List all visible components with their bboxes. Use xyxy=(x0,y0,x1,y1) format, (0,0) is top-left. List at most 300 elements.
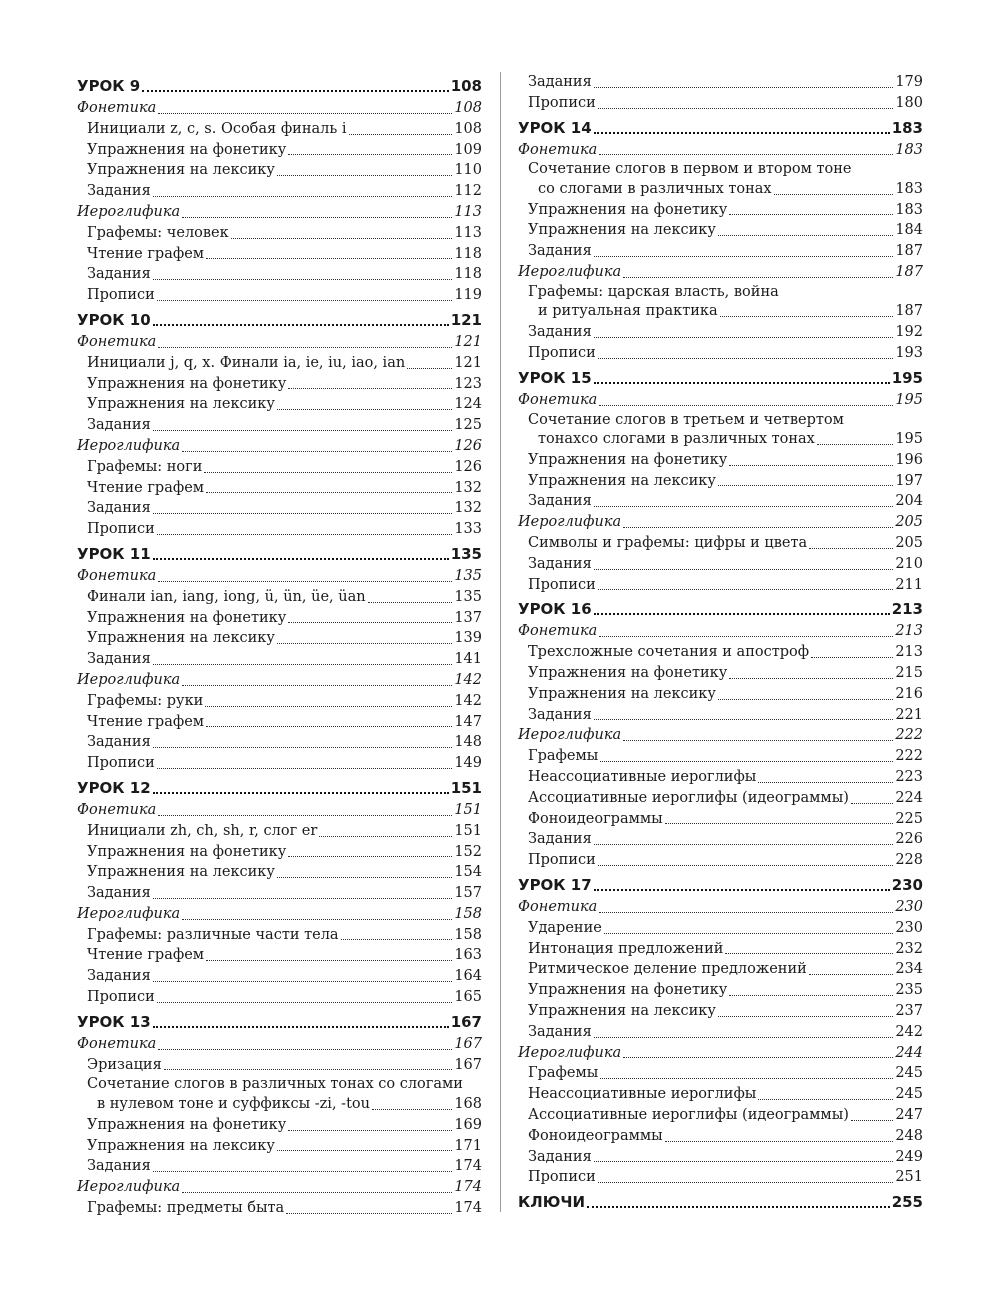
toc-item-entry-title: Задания xyxy=(87,968,151,985)
dot-leader xyxy=(277,877,452,878)
dot-leader xyxy=(851,1120,893,1121)
toc-section-entry-title: Фонетика xyxy=(77,1035,157,1052)
toc-section-entry[interactable] xyxy=(77,904,482,925)
toc-item-entry[interactable] xyxy=(518,829,923,850)
dot-leader xyxy=(758,782,893,783)
toc-item-entry-title: Прописи xyxy=(87,521,155,538)
toc-item-entry[interactable] xyxy=(77,987,482,1008)
toc-section-entry-title: Иероглифика xyxy=(77,203,181,220)
toc-item-entry-continuation-page-number: 183 xyxy=(895,180,923,197)
toc-item-entry-page-number: 224 xyxy=(895,789,923,806)
toc-item-entry[interactable] xyxy=(77,374,482,395)
toc-item-entry[interactable] xyxy=(518,1167,923,1188)
toc-item-entry[interactable] xyxy=(518,200,923,221)
toc-lesson-entry[interactable] xyxy=(518,873,923,897)
toc-lesson-entry-title: КЛЮЧИ xyxy=(518,1193,586,1212)
toc-item-entry[interactable] xyxy=(77,842,482,863)
toc-item-entry-title: Фоноидеограммы xyxy=(528,810,663,827)
toc-item-entry[interactable] xyxy=(518,642,923,663)
toc-item-entry-title: Графемы xyxy=(528,748,599,765)
toc-item-entry[interactable] xyxy=(77,181,482,202)
toc-item-entry-title: Инициали z, c, s. Особая финаль i xyxy=(87,120,347,137)
toc-item-entry-page-number: 169 xyxy=(454,1116,482,1133)
toc-item-entry-continuation-title: со слогами в различных тонах xyxy=(538,180,772,197)
toc-item-entry-page-number: 249 xyxy=(895,1148,923,1165)
toc-item-entry[interactable] xyxy=(518,450,923,471)
toc-item-entry[interactable] xyxy=(77,1075,482,1114)
dot-leader xyxy=(729,465,893,466)
dot-leader xyxy=(817,444,893,445)
toc-item-entry[interactable] xyxy=(518,1022,923,1043)
toc-item-entry-title: Графемы xyxy=(528,1065,599,1082)
toc-lesson-entry[interactable] xyxy=(77,74,482,98)
toc-item-entry-title: Упражнения на фонетику xyxy=(87,843,287,860)
toc-item-entry-title: Прописи xyxy=(528,576,596,593)
toc-item-entry-page-number: 210 xyxy=(895,555,923,572)
dot-leader xyxy=(288,1130,452,1131)
toc-item-entry-page-number: 196 xyxy=(895,451,923,468)
toc-item-entry-page-number: 118 xyxy=(454,245,482,262)
toc-item-entry[interactable] xyxy=(77,608,482,629)
toc-item-entry[interactable] xyxy=(77,119,482,140)
dot-leader xyxy=(153,898,453,899)
toc-item-entry[interactable] xyxy=(518,554,923,575)
toc-section-entry-title: Фонетика xyxy=(518,623,598,640)
toc-item-entry-title: Упражнения на лексику xyxy=(87,396,275,413)
toc-section-entry-title: Иероглифика xyxy=(77,437,181,454)
toc-item-entry[interactable] xyxy=(77,628,482,649)
toc-item-entry[interactable] xyxy=(77,353,482,374)
toc-item-entry[interactable] xyxy=(518,491,923,512)
toc-item-entry-continuation[interactable] xyxy=(528,179,923,200)
dot-leader xyxy=(206,960,452,961)
toc-item-entry[interactable] xyxy=(77,925,482,946)
toc-item-entry[interactable] xyxy=(518,939,923,960)
dot-leader xyxy=(182,919,452,920)
toc-item-entry[interactable] xyxy=(77,1115,482,1136)
toc-lesson-entry-title: УРОК 15 xyxy=(518,368,592,387)
toc-item-entry-title: Графемы: ноги xyxy=(87,458,203,475)
toc-item-entry-title: Прописи xyxy=(87,287,155,304)
toc-item-entry-page-number: 183 xyxy=(895,201,923,218)
dot-leader xyxy=(341,939,453,940)
toc-section-entry[interactable] xyxy=(77,566,482,587)
toc-item-entry[interactable] xyxy=(77,498,482,519)
toc-item-entry[interactable] xyxy=(77,140,482,161)
toc-item-entry[interactable] xyxy=(518,1126,923,1147)
toc-item-entry-title: Задания xyxy=(528,831,592,848)
toc-item-entry-title: Чтение графем xyxy=(87,479,205,496)
toc-item-entry[interactable] xyxy=(77,732,482,753)
toc-item-entry-title: Эризация xyxy=(87,1056,162,1073)
toc-item-entry-title: Задания xyxy=(528,555,592,572)
toc-item-entry[interactable] xyxy=(77,264,482,285)
toc-item-entry[interactable] xyxy=(77,160,482,181)
toc-section-entry-title: Иероглифика xyxy=(518,1044,622,1061)
toc-lesson-entry[interactable] xyxy=(518,366,923,390)
dot-leader xyxy=(598,865,894,866)
toc-item-entry-title: Упражнения на фонетику xyxy=(87,375,287,392)
toc-item-entry[interactable] xyxy=(518,980,923,1001)
toc-item-entry-title: Инициали j, q, x. Финали ia, ie, iu, iao, ian xyxy=(87,354,406,371)
toc-section-entry-page-number: 187 xyxy=(895,264,923,281)
toc-item-entry-page-number: 135 xyxy=(454,588,482,605)
toc-item-entry-title: Неассоциативные иероглифы xyxy=(528,769,757,786)
toc-section-entry[interactable] xyxy=(77,800,482,821)
toc-section-entry[interactable] xyxy=(518,262,923,283)
toc-section-entry[interactable] xyxy=(77,1177,482,1198)
toc-item-entry[interactable] xyxy=(77,285,482,306)
toc-section-entry-page-number: 108 xyxy=(454,100,482,116)
toc-item-entry-title-line: Сочетание слогов в третьем и четвертом xyxy=(528,411,844,428)
toc-item-entry-page-number: 251 xyxy=(895,1169,923,1186)
toc-item-entry[interactable] xyxy=(77,966,482,987)
dot-leader xyxy=(718,699,893,700)
toc-item-entry-title: Упражнения на лексику xyxy=(528,685,716,702)
dot-leader xyxy=(407,368,452,369)
dot-leader xyxy=(623,1057,893,1058)
toc-item-entry[interactable] xyxy=(518,746,923,767)
dot-leader xyxy=(153,196,453,197)
toc-item-entry[interactable] xyxy=(77,753,482,774)
toc-section-entry-page-number: 126 xyxy=(454,437,482,454)
toc-item-entry-page-number: 137 xyxy=(454,609,482,626)
toc-item-entry-page-number: 124 xyxy=(454,396,482,413)
dot-leader xyxy=(600,1078,893,1079)
toc-item-entry[interactable] xyxy=(518,160,923,199)
toc-item-entry[interactable] xyxy=(518,283,923,322)
toc-item-entry-title: Упражнения на лексику xyxy=(87,162,275,179)
toc-item-entry-continuation-page-number: 168 xyxy=(454,1095,482,1112)
toc-item-entry[interactable] xyxy=(77,945,482,966)
toc-item-entry-title: Прописи xyxy=(528,94,596,111)
toc-item-entry-page-number: 223 xyxy=(895,769,923,786)
toc-item-entry[interactable] xyxy=(518,809,923,830)
toc-lesson-entry-page-number: 121 xyxy=(450,310,482,329)
toc-item-entry-title: Прописи xyxy=(528,344,596,361)
toc-section-entry-page-number: 142 xyxy=(454,671,482,688)
toc-item-entry-continuation-title: тонахсо слогами в различных тонах xyxy=(538,431,815,448)
toc-item-entry-page-number: 164 xyxy=(454,968,482,985)
dot-leader xyxy=(623,527,893,528)
toc-item-entry[interactable] xyxy=(518,918,923,939)
toc-item-entry-continuation[interactable] xyxy=(87,1094,482,1115)
toc-item-entry[interactable] xyxy=(77,1055,482,1076)
toc-item-entry-page-number: 226 xyxy=(895,831,923,848)
toc-item-entry-title: Ассоциативные иероглифы (идеограммы) xyxy=(528,1106,849,1123)
dot-leader xyxy=(182,685,452,686)
toc-item-entry-page-number: 180 xyxy=(895,94,923,111)
toc-lesson-entry-page-number: 255 xyxy=(891,1193,923,1212)
dot-leader xyxy=(288,154,452,155)
toc-section-entry[interactable] xyxy=(518,1043,923,1064)
dot-leader xyxy=(598,358,894,359)
toc-section-entry-title: Фонетика xyxy=(518,899,598,915)
toc-section-entry-page-number: 244 xyxy=(895,1044,923,1061)
toc-section-entry-page-number: 167 xyxy=(454,1035,482,1052)
toc-section-entry-page-number: 151 xyxy=(454,801,482,818)
toc-item-entry-continuation-title: в нулевом тоне и суффиксы -zi, -tou xyxy=(97,1095,370,1112)
toc-item-entry[interactable] xyxy=(77,1198,482,1219)
dot-leader xyxy=(153,1171,453,1172)
toc-item-entry[interactable] xyxy=(77,821,482,842)
toc-section-entry[interactable] xyxy=(77,98,482,119)
toc-item-entry-title: Упражнения на фонетику xyxy=(528,451,728,468)
toc-section-entry[interactable] xyxy=(77,332,482,353)
toc-item-entry[interactable] xyxy=(77,457,482,478)
dot-leader xyxy=(729,214,893,215)
toc-item-entry-title: Графемы: предметы быта xyxy=(87,1199,285,1216)
toc-item-entry[interactable] xyxy=(518,684,923,705)
toc-item-entry-page-number: 142 xyxy=(454,692,482,709)
toc-item-entry-title: Ритмическое деление предложений xyxy=(528,961,807,978)
dot-leader xyxy=(277,175,452,176)
toc-lesson-entry-page-number: 195 xyxy=(891,368,923,387)
dot-leader xyxy=(157,768,453,769)
toc-item-entry-page-number: 192 xyxy=(895,324,923,341)
toc-lesson-entry[interactable] xyxy=(77,308,482,332)
dot-leader xyxy=(182,1192,452,1193)
toc-lesson-entry[interactable] xyxy=(77,776,482,800)
toc-lesson-entry[interactable] xyxy=(77,1010,482,1034)
toc-item-entry-page-number: 222 xyxy=(895,748,923,765)
toc-lesson-entry-page-number: 167 xyxy=(450,1012,482,1031)
toc-item-entry-page-number: 225 xyxy=(895,810,923,827)
toc-item-entry-page-number: 132 xyxy=(454,500,482,517)
toc-item-entry[interactable] xyxy=(77,649,482,670)
toc-item-entry-page-number: 184 xyxy=(895,222,923,239)
toc-section-entry[interactable] xyxy=(77,670,482,691)
toc-item-entry[interactable] xyxy=(77,1156,482,1177)
toc-item-entry-title: Ассоциативные иероглифы (идеограммы) xyxy=(528,789,849,806)
toc-section-entry-page-number: 135 xyxy=(454,567,482,584)
toc-item-entry-page-number: 139 xyxy=(454,630,482,647)
toc-item-entry-title: Задания xyxy=(528,243,592,260)
toc-item-entry[interactable] xyxy=(77,394,482,415)
toc-item-entry-page-number: 230 xyxy=(895,919,923,936)
toc-item-entry-page-number: 141 xyxy=(454,651,482,668)
dot-leader xyxy=(277,643,452,644)
toc-item-entry-page-number: 237 xyxy=(895,1002,923,1019)
toc-item-entry[interactable] xyxy=(77,223,482,244)
dot-leader xyxy=(231,238,453,239)
toc-item-entry[interactable] xyxy=(518,1084,923,1105)
toc-item-entry[interactable] xyxy=(518,1105,923,1126)
toc-item-entry-page-number: 211 xyxy=(895,576,923,593)
toc-section-entry-title: Иероглифика xyxy=(77,671,181,688)
dot-leader xyxy=(851,803,893,804)
toc-lesson-entry[interactable] xyxy=(518,597,923,621)
dot-leader xyxy=(372,1109,452,1110)
toc-item-entry[interactable] xyxy=(518,663,923,684)
toc-item-entry-page-number: 132 xyxy=(454,479,482,496)
toc-item-entry[interactable] xyxy=(518,1147,923,1168)
dot-leader xyxy=(594,569,894,570)
toc-item-entry[interactable] xyxy=(77,478,482,499)
dot-leader xyxy=(206,258,452,259)
toc-lesson-entry-page-number: 135 xyxy=(450,544,482,563)
toc-section-entry[interactable] xyxy=(518,621,923,642)
toc-item-entry[interactable] xyxy=(518,93,923,114)
dot-leader xyxy=(158,815,452,816)
dot-leader xyxy=(277,409,452,410)
toc-section-entry-title: Фонетика xyxy=(77,801,157,818)
toc-item-entry-page-number: 147 xyxy=(454,713,482,730)
toc-item-entry[interactable] xyxy=(518,959,923,980)
toc-item-entry[interactable] xyxy=(518,1063,923,1084)
toc-item-entry-page-number: 108 xyxy=(454,120,482,137)
dot-leader xyxy=(725,953,893,954)
toc-section-entry-page-number: 113 xyxy=(454,203,482,220)
toc-section-entry-title: Фонетика xyxy=(77,567,157,584)
dot-leader xyxy=(598,589,894,590)
toc-item-entry-continuation[interactable] xyxy=(528,301,923,322)
toc-item-entry-page-number: 158 xyxy=(454,926,482,943)
toc-item-entry-title-line: Сочетание слогов в первом и втором тоне xyxy=(528,161,852,178)
dot-leader xyxy=(718,235,893,236)
toc-item-entry-page-number: 133 xyxy=(454,521,482,538)
toc-item-entry-title-line: Графемы: царская власть, война xyxy=(528,283,779,300)
toc-item-entry[interactable] xyxy=(77,691,482,712)
toc-item-entry[interactable] xyxy=(518,241,923,262)
dot-leader xyxy=(718,485,893,486)
toc-item-entry[interactable] xyxy=(518,343,923,364)
toc-lesson-entry[interactable] xyxy=(77,542,482,566)
toc-section-entry[interactable] xyxy=(77,202,482,223)
toc-column-right xyxy=(518,72,923,1214)
toc-item-entry-page-number: 245 xyxy=(895,1086,923,1103)
dot-leader xyxy=(594,1161,894,1162)
toc-item-entry-page-number: 112 xyxy=(454,183,482,200)
toc-lesson-entry-title: УРОК 14 xyxy=(518,118,592,137)
toc-item-entry[interactable] xyxy=(518,788,923,809)
toc-item-entry-continuation-page-number: 187 xyxy=(895,303,923,320)
toc-item-entry-page-number: 232 xyxy=(895,940,923,957)
toc-section-entry[interactable] xyxy=(77,436,482,457)
column-divider xyxy=(500,72,501,1212)
toc-lesson-entry[interactable] xyxy=(518,1190,923,1214)
dot-leader xyxy=(594,132,890,134)
toc-item-entry[interactable] xyxy=(518,705,923,726)
toc-item-entry[interactable] xyxy=(518,533,923,554)
toc-item-entry-title: Задания xyxy=(87,734,151,751)
dot-leader xyxy=(623,277,893,278)
toc-item-entry[interactable] xyxy=(518,220,923,241)
toc-item-entry-page-number: 187 xyxy=(895,243,923,260)
toc-section-entry-title: Иероглифика xyxy=(77,1179,181,1196)
toc-item-entry-continuation[interactable] xyxy=(528,429,923,450)
toc-item-entry-title: Трехсложные сочетания и апостроф xyxy=(528,644,810,661)
toc-item-entry-title: Символы и графемы: цифры и цвета xyxy=(528,535,808,552)
toc-item-entry[interactable] xyxy=(518,575,923,596)
toc-item-entry-title: Упражнения на фонетику xyxy=(528,665,728,682)
dot-leader xyxy=(153,430,453,431)
toc-item-entry-title: Прописи xyxy=(87,755,155,772)
toc-item-entry[interactable] xyxy=(77,415,482,436)
toc-item-entry[interactable] xyxy=(77,244,482,265)
toc-section-entry[interactable] xyxy=(518,897,923,918)
dot-leader xyxy=(158,113,452,114)
toc-item-entry-page-number: 119 xyxy=(454,287,482,304)
toc-section-entry[interactable] xyxy=(518,512,923,533)
toc-item-entry[interactable] xyxy=(518,1001,923,1022)
dot-leader xyxy=(599,154,893,155)
toc-item-entry-title: Задания xyxy=(87,651,151,668)
toc-item-entry-page-number: 179 xyxy=(895,74,923,90)
dot-leader xyxy=(599,636,893,637)
dot-leader xyxy=(809,548,893,549)
dot-leader xyxy=(204,472,452,473)
toc-lesson-entry-page-number: 230 xyxy=(891,876,923,894)
toc-lesson-entry-title: УРОК 17 xyxy=(518,876,592,894)
toc-item-entry-page-number: 148 xyxy=(454,734,482,751)
toc-item-entry[interactable] xyxy=(77,1136,482,1157)
toc-section-entry[interactable] xyxy=(518,390,923,411)
toc-item-entry-title: Интонация предложений xyxy=(528,940,724,957)
toc-lesson-entry[interactable] xyxy=(518,116,923,140)
toc-item-entry-title: Упражнения на фонетику xyxy=(528,201,728,218)
toc-section-entry-page-number: 183 xyxy=(895,141,923,158)
dot-leader xyxy=(587,1206,890,1208)
dot-leader xyxy=(729,678,893,679)
toc-item-entry[interactable] xyxy=(77,587,482,608)
toc-item-entry-title: Неассоциативные иероглифы xyxy=(528,1086,757,1103)
dot-leader xyxy=(319,836,452,837)
dot-leader xyxy=(158,347,452,348)
toc-item-entry-title: Упражнения на фонетику xyxy=(528,982,728,999)
toc-item-entry-title: Чтение графем xyxy=(87,245,205,262)
toc-section-entry[interactable] xyxy=(518,725,923,746)
toc-item-entry-title: Графемы: человек xyxy=(87,224,229,241)
toc-item-entry[interactable] xyxy=(77,883,482,904)
toc-item-entry-page-number: 163 xyxy=(454,947,482,964)
toc-item-entry-page-number: 157 xyxy=(454,885,482,902)
toc-item-entry-page-number: 113 xyxy=(454,224,482,241)
toc-section-entry[interactable] xyxy=(518,140,923,161)
toc-item-entry-title: Упражнения на лексику xyxy=(528,222,716,239)
toc-section-entry[interactable] xyxy=(77,1034,482,1055)
toc-item-entry[interactable] xyxy=(518,322,923,343)
dot-leader xyxy=(594,87,894,88)
toc-item-entry-page-number: 213 xyxy=(895,644,923,661)
toc-lesson-entry-title: УРОК 9 xyxy=(77,77,141,95)
toc-item-entry[interactable] xyxy=(518,767,923,788)
toc-item-entry[interactable] xyxy=(518,411,923,450)
toc-item-entry-page-number: 247 xyxy=(895,1106,923,1123)
dot-leader xyxy=(153,792,449,794)
dot-leader xyxy=(600,761,893,762)
toc-item-entry[interactable] xyxy=(518,471,923,492)
toc-item-entry[interactable] xyxy=(518,850,923,871)
toc-item-entry[interactable] xyxy=(77,519,482,540)
toc-item-entry-page-number: 121 xyxy=(454,354,482,371)
toc-item-entry[interactable] xyxy=(77,862,482,883)
dot-leader xyxy=(157,300,453,301)
toc-item-entry-title: Прописи xyxy=(528,852,596,869)
toc-item-entry[interactable] xyxy=(518,72,923,93)
toc-lesson-entry-page-number: 183 xyxy=(891,118,923,137)
toc-item-entry-continuation-title: и ритуальная практика xyxy=(538,303,718,320)
dot-leader xyxy=(604,933,893,934)
dot-leader xyxy=(594,382,890,384)
toc-item-entry-page-number: 149 xyxy=(454,755,482,772)
toc-item-entry-title: Упражнения на фонетику xyxy=(87,609,287,626)
dot-leader xyxy=(206,726,452,727)
toc-item-entry[interactable] xyxy=(77,712,482,733)
toc-item-entry-title: Финали ian, iang, iong, ü, ün, üe, üan xyxy=(87,588,366,605)
toc-item-entry-page-number: 174 xyxy=(454,1199,482,1216)
toc-lesson-entry-title: УРОК 12 xyxy=(77,778,151,797)
